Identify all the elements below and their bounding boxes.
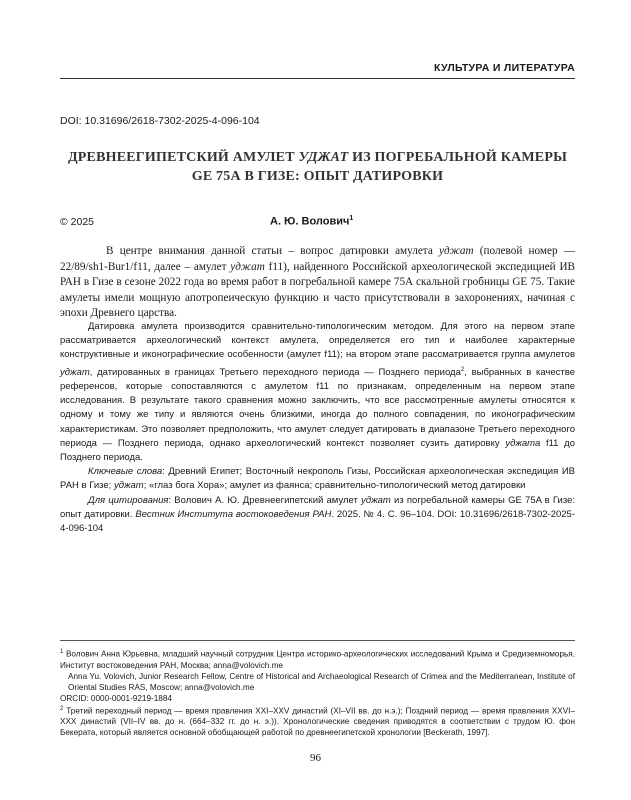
- citation-label: Для цитирования: [88, 494, 169, 506]
- method-text-d: f11 до Позднего периода.: [60, 437, 576, 463]
- abstract: [60, 244, 575, 322]
- method-text-a: Датировка амулета производится сравнительно-типологическим методом. Для этого на первом этапе рассматривается археологический контекст амулета, определяется его тип и наиболее характерные конструктивные и иконографические особенности (амулет f11); на втором этапе рассматривается группа амулетов: [60, 321, 575, 361]
- title-italic: УДЖАТ: [298, 150, 349, 165]
- footnote-2-text: Третий переходный период — время правления XXI–XXV династий (XI–VII вв. до н.э.); Поздний период — время правления XXVI–XXX династий (VII–IV вв. до н. (664–332 гг. до н. э.)). Хронологические сведения приводятся в соответствии с трудом Ю. фон Бекерата, который является основной обобщающей работой по древнеегипетской хронологии [Beckerath, 1997].: [60, 706, 576, 738]
- abstract-italic-2: уджат: [230, 260, 265, 273]
- footnote-1: [60, 647, 575, 671]
- orcid[interactable]: ORCID: 0000-0001-9219-1884: [60, 693, 172, 703]
- page-number: 96: [310, 752, 321, 764]
- keywords-text-b: ; «глаз бога Хора»; амулет из фаянса; сравнительно-типологический метод датировки: [143, 480, 526, 492]
- footnote-ref-2[interactable]: 2: [460, 366, 465, 373]
- summary-block: [60, 320, 575, 536]
- abstract-paragraph: [60, 244, 575, 322]
- method-text-b: , датированных в границах Третьего переходного периода — Позднего периода: [89, 366, 461, 378]
- footnote-2-marker: 2: [60, 705, 64, 712]
- article-title: [60, 148, 575, 186]
- keywords-italic: уджат: [113, 480, 144, 492]
- abstract-text-3: f11), найденного Российской археологической экспедицией ИВ РАН в Гизе в сезоне 2022 года во время работ в погребальной камере 75А скальной гробницы GE 75. Такие амулеты имели мощную апотропеическую функцию и часто присутствовали в захоронениях, начиная с эпохи Древнего царства.: [60, 260, 575, 320]
- section-header: КУЛЬТУРА И ЛИТЕРАТУРА: [60, 62, 575, 79]
- author: [270, 215, 353, 228]
- abstract-italic-1: уджат: [439, 245, 474, 257]
- title-part2: ИЗ ПОГРЕБАЛЬНОЙ КАМЕРЫ: [348, 150, 568, 165]
- footnote-1-marker: 1: [60, 649, 64, 655]
- author-footnote-ref[interactable]: 1: [349, 215, 354, 222]
- copyright: © 2025: [60, 216, 95, 228]
- keywords-label: Ключевые слова: [88, 466, 163, 478]
- footnotes: [60, 640, 575, 738]
- footnote-1-text: Волович Анна Юрьевна, младший научный сотрудник Центра историко-археологических исследований Крыма и Средиземноморья, Институт востоковедения РАН, Москва; anna@volovich.me: [60, 649, 575, 670]
- doi[interactable]: DOI: 10.31696/2618-7302-2025-4-096-104: [60, 115, 260, 127]
- citation-text-a: : Волович А. Ю. Древнеегипетский амулет: [168, 494, 362, 506]
- abstract-text-1: В центре внимания данной статьи – вопрос датировки амулета: [106, 245, 440, 257]
- citation-italic: уджат: [361, 494, 391, 506]
- abstract-text-2: (полевой номер — 22/89/sh1-Bur1/f11, далее – амулет: [60, 245, 575, 273]
- author-name: А. Ю. Волович: [270, 215, 350, 228]
- method-italic-2: уджата: [505, 437, 541, 449]
- keywords-paragraph: [60, 465, 575, 493]
- method-paragraph: [60, 320, 575, 465]
- title-part1: ДРЕВНЕЕГИПЕТСКИЙ АМУЛЕТ: [67, 150, 299, 165]
- footnote-2: [60, 704, 575, 739]
- method-text-c: , выбранных в качестве референсов, которые сопоставляются с амулетом f11 по признакам, определенным на первом этапе исследования. В результате такого сравнения можно заключить, что все рассмотренные амулеты относятся к одному и тому же типу и являются очень близкими, иногда до полного совпадения, по иконографическим характеристикам. Это позволяет предположить, что амулет следует датировать в диапазоне Третьего переходного периода — Позднего периода, однако археологический контекст позволяет сузить датировку: [60, 366, 575, 449]
- citation-text-c: . 2025. № 4. С. 96–104. DOI: 10.31696/2618-7302-2025-4-096-104: [60, 508, 575, 534]
- method-italic-1: уджат: [60, 366, 90, 378]
- footnote-1-en: Anna Yu. Volovich, Junior Research Fellow, Centre of Historical and Archaeological Research of Crimea and the Mediterranean, Institute of Oriental Studies RAS, Moscow; anna@volovich.me: [68, 671, 575, 692]
- citation-text-b: из погребальной камеры GE 75A в Гизе: опыт датировки.: [60, 494, 575, 520]
- keywords-text-a: : Древний Египет; Восточный некрополь Гизы, Российская археологическая экспедиция ИВ РАН в Гизе;: [60, 466, 575, 492]
- citation-journal: Вестник Института востоковедения РАН: [135, 508, 332, 520]
- title-line2: GE 75А В ГИЗЕ: ОПЫТ ДАТИРОВКИ: [191, 169, 444, 184]
- citation-paragraph: [60, 494, 575, 537]
